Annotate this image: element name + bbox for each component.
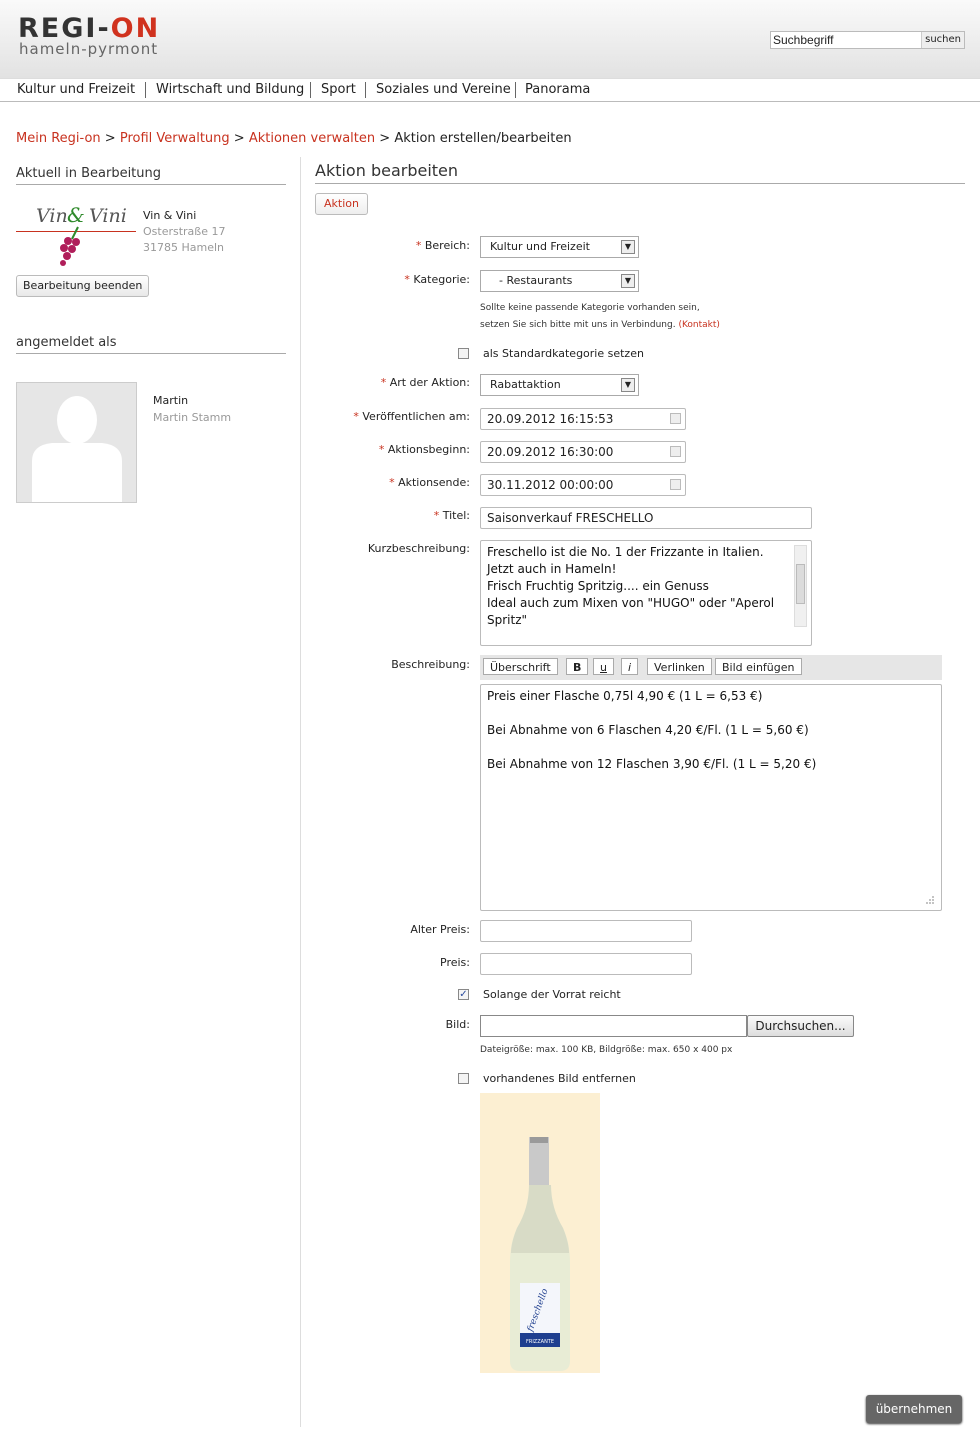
svg-text:FRIZZANTE: FRIZZANTE — [525, 1339, 555, 1345]
veroeffentlichen-input[interactable]: 20.09.2012 16:15:53 — [480, 408, 686, 430]
art-select[interactable]: Rabattaktion ▼ — [480, 374, 639, 396]
breadcrumb-link-aktionen[interactable]: Aktionen verwalten — [248, 131, 376, 146]
user-fullname: Martin Stamm — [153, 411, 232, 424]
nav-divider — [145, 82, 146, 98]
vorrat-label: Solange der Vorrat reicht — [483, 988, 621, 1001]
italic-button[interactable]: i — [621, 658, 638, 675]
svg-text:freschello: freschello — [525, 1287, 551, 1334]
remove-image-label: vorhandenes Bild entfernen — [483, 1072, 636, 1085]
aktionsende-input[interactable]: 30.11.2012 00:00:00 — [480, 474, 686, 496]
breadcrumb-link-mein-regi-on[interactable]: Mein Regi-on — [16, 131, 101, 146]
editing-heading: Aktuell in Bearbeitung — [16, 166, 286, 185]
titel-label: * Titel: — [433, 509, 470, 522]
bereich-select[interactable]: Kultur und Freizeit ▼ — [480, 236, 639, 258]
nav-item-kultur[interactable]: Kultur und Freizeit — [17, 82, 136, 97]
breadcrumb-current: Aktion erstellen/bearbeiten — [394, 131, 572, 146]
bereich-label: * Bereich: — [415, 239, 470, 252]
textarea-scrollbar[interactable] — [794, 545, 807, 627]
search-box — [770, 31, 965, 49]
link-button[interactable]: Verlinken — [647, 658, 712, 675]
bold-button[interactable]: B — [566, 658, 588, 675]
nav-item-soziales[interactable]: Soziales und Vereine — [376, 82, 511, 97]
user-name: Martin — [153, 394, 189, 407]
submit-button[interactable]: übernehmen — [866, 1395, 962, 1423]
aktionsbeginn-input[interactable]: 20.09.2012 16:30:00 — [480, 441, 686, 463]
business-street: Osterstraße 17 — [143, 225, 226, 238]
site-header — [0, 0, 980, 78]
aktionsbeginn-label: * Aktionsbeginn: — [378, 443, 470, 456]
user-silhouette-icon — [17, 383, 137, 503]
heading-button[interactable]: Überschrift — [483, 658, 558, 675]
product-image — [480, 1093, 600, 1373]
grape-icon — [58, 225, 88, 267]
breadcrumb-separator: > — [233, 131, 245, 146]
kontakt-link[interactable]: (Kontakt) — [678, 320, 720, 330]
beschreibung-textarea[interactable]: Preis einer Flasche 0,75l 4,90 € (1 L = 6,53 €) Bei Abnahme von 6 Flaschen 4,20 €/Fl. (1 L = 5,60 €) Bei Abnahme von 12 Flaschen 3,90 €/Fl. (1 L = 5,20 €) — [480, 684, 942, 911]
browse-button[interactable]: Durchsuchen... — [747, 1015, 854, 1037]
business-city: 31785 Hameln — [143, 241, 225, 254]
business-name: Vin & Vini — [143, 209, 197, 222]
kategorie-note-2: setzen Sie sich bitte mit uns in Verbindung. (Kontakt) — [480, 320, 720, 330]
alter-preis-input[interactable] — [480, 920, 692, 942]
resize-handle-icon[interactable] — [925, 895, 935, 905]
column-divider — [300, 157, 301, 1427]
beschreibung-label: Beschreibung: — [391, 658, 470, 671]
alter-preis-label: Alter Preis: — [410, 923, 470, 936]
bild-size-note: Dateigröße: max. 100 KB, Bildgröße: max. 650 x 400 px — [480, 1045, 733, 1055]
chevron-down-icon: ▼ — [621, 378, 635, 392]
search-input[interactable] — [773, 33, 923, 47]
veroeffentlichen-label: * Veröffentlichen am: — [353, 410, 470, 423]
kategorie-select[interactable]: - Restaurants ▼ — [480, 270, 639, 292]
calendar-icon[interactable] — [670, 413, 681, 424]
site-logo[interactable]: REGI-ON — [18, 13, 161, 44]
scrollbar-thumb[interactable] — [796, 564, 805, 604]
kurzbeschreibung-textarea[interactable]: Freschello ist die No. 1 der Frizzante in Italien. Jetzt auch in Hameln! Frisch Fruchtig Spritzig.... ein Genuss Ideal auch zum Mixen von "HUGO" oder "Aperol Spritz" — [480, 540, 812, 646]
insert-image-button[interactable]: Bild einfügen — [715, 658, 802, 675]
kurzbeschreibung-label: Kurzbeschreibung: — [367, 542, 470, 555]
nav-item-panorama[interactable]: Panorama — [525, 82, 591, 97]
nav-divider — [515, 82, 516, 98]
end-editing-button[interactable]: Bearbeitung beenden — [16, 275, 149, 297]
vorrat-checkbox[interactable]: ✓ — [459, 989, 468, 1000]
titel-input[interactable]: Saisonverkauf FRESCHELLO — [480, 507, 812, 529]
preis-input[interactable] — [480, 953, 692, 975]
breadcrumb-separator: > — [104, 131, 116, 146]
standard-category-checkbox[interactable] — [458, 348, 469, 359]
main-nav — [0, 78, 980, 102]
search-button[interactable]: suchen — [921, 32, 964, 48]
kategorie-note-1: Sollte keine passende Kategorie vorhanden sein, — [480, 303, 700, 313]
remove-image-checkbox[interactable] — [458, 1073, 469, 1084]
bild-file-input[interactable] — [480, 1015, 747, 1037]
preis-label: Preis: — [440, 956, 470, 969]
chevron-down-icon: ▼ — [621, 274, 635, 288]
art-label: * Art der Aktion: — [380, 376, 470, 389]
bottle-icon — [480, 1093, 600, 1373]
page-title: Aktion bearbeiten — [315, 161, 965, 184]
underline-button[interactable]: u — [593, 658, 614, 675]
bild-label: Bild: — [445, 1018, 470, 1031]
breadcrumb — [16, 131, 572, 146]
aktionsende-label: * Aktionsende: — [389, 476, 470, 489]
site-logo-subtitle: hameln-pyrmont — [19, 40, 159, 58]
calendar-icon[interactable] — [670, 446, 681, 457]
chevron-down-icon: ▼ — [621, 240, 635, 254]
avatar — [16, 382, 137, 503]
calendar-icon[interactable] — [670, 479, 681, 490]
tab-aktion[interactable]: Aktion — [315, 193, 368, 215]
standard-category-label: als Standardkategorie setzen — [483, 347, 644, 360]
breadcrumb-separator: > — [379, 131, 391, 146]
business-logo: Vin & Vini — [16, 203, 136, 265]
editor-toolbar — [480, 655, 942, 680]
nav-divider — [365, 82, 366, 98]
nav-divider — [310, 82, 311, 98]
nav-item-sport[interactable]: Sport — [321, 82, 356, 97]
nav-item-wirtschaft[interactable]: Wirtschaft und Bildung — [156, 82, 305, 97]
logged-in-heading: angemeldet als — [16, 335, 286, 354]
breadcrumb-link-profil[interactable]: Profil Verwaltung — [119, 131, 230, 146]
kategorie-label: * Kategorie: — [404, 273, 470, 286]
